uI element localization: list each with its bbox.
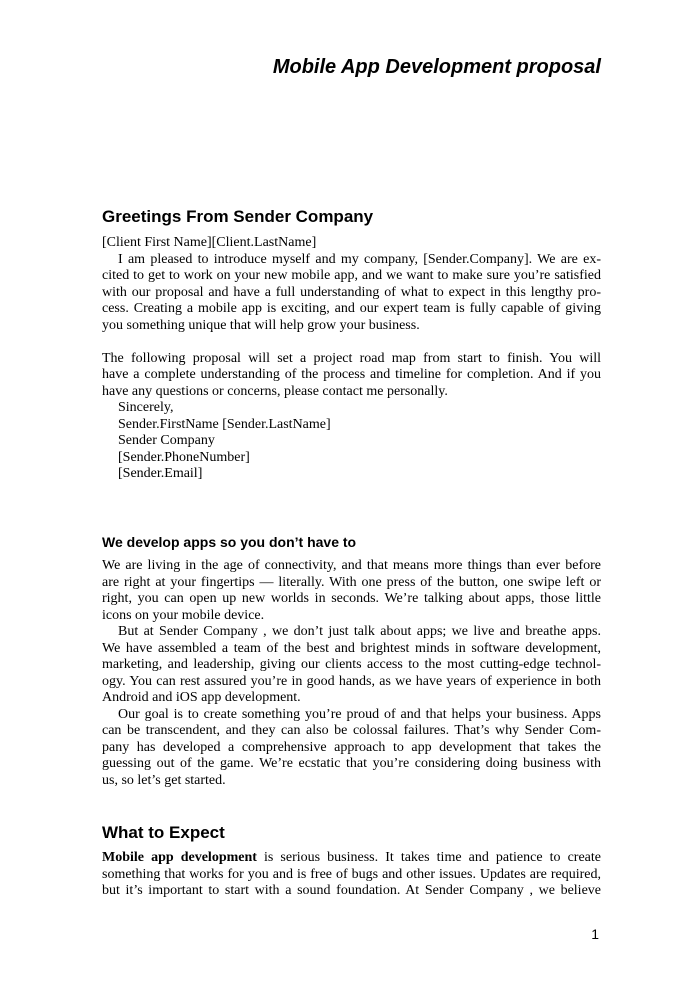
body-line: Our goal is to create something you’re proud of and that helps your business. Apps	[118, 706, 601, 722]
body-line: The following proposal will set a project road map from start to finish. You will	[102, 350, 601, 366]
body-line: But at Sender Company , we don’t just talk about apps; we live and breathe apps.	[118, 624, 601, 639]
page-number: 1	[591, 926, 599, 942]
body-text: is serious business. It takes time and patience to create	[256, 850, 601, 865]
body-line: We are living in the age of connectivity, and that means more things than ever before	[102, 558, 601, 573]
expect-heading: What to Expect	[102, 823, 225, 842]
paragraph-gap	[102, 334, 601, 351]
body-line: us, so let’s get started.	[102, 772, 226, 788]
greetings-section	[102, 206, 601, 483]
body-line: something that works for you and is free of bugs and other issues. Updates are required,	[102, 866, 601, 882]
client-name-placeholder: [Client First Name][Client.LastName]	[102, 235, 317, 250]
body-line: cited to get to work on your new mobile app, and we want to make sure you’re satisfied	[102, 268, 601, 283]
bold-term: Mobile app development	[102, 850, 257, 865]
signature-phone: [Sender.PhoneNumber]	[118, 449, 250, 465]
body-line: ogy. You can rest assured you’re in good hands, as we have years of experience in both	[102, 673, 601, 689]
body-line: can be transcendent, and they can also be colossal failures. That’s why Sender Com-	[102, 723, 601, 738]
body-line	[102, 850, 601, 867]
body-line: right, you can open up new worlds in seconds. We’re talking about apps, those little	[102, 591, 601, 606]
signature-email: [Sender.Email]	[118, 466, 203, 481]
body-line: but it’s important to start with a sound foundation. At Sender Company , we believe	[102, 883, 601, 898]
body-line: We have assembled a team of the best and brightest minds in software development,	[102, 640, 601, 656]
body-line: Android and iOS app development.	[102, 690, 301, 705]
body-line: have any questions or concerns, please contact me personally.	[102, 383, 448, 399]
signature-name: Sender.FirstName [Sender.LastName]	[118, 416, 331, 432]
body-line: icons on your mobile device.	[102, 607, 265, 623]
body-line: I am pleased to introduce myself and my company, [Sender.Company]. We are ex-	[118, 251, 601, 267]
signature-closing: Sincerely,	[118, 400, 174, 415]
develop-heading: We develop apps so you don’t have to	[102, 534, 357, 550]
expect-body	[102, 850, 601, 900]
expect-section	[102, 822, 601, 900]
document-title: Mobile App Development proposal	[272, 56, 601, 78]
signature-company: Sender Company	[118, 433, 215, 448]
body-line: cess. Creating a mobile app is exciting, and our expert team is fully capable of giving	[102, 301, 601, 316]
greetings-body	[102, 235, 601, 483]
body-line: guessing out of the game. We’re ecstatic that you’re considering doing business with	[102, 756, 601, 771]
greetings-heading: Greetings From Sender Company	[102, 207, 374, 226]
body-line: have a complete understanding of the process and timeline for completion. And if you	[102, 367, 601, 382]
develop-section	[102, 533, 601, 789]
body-line: you something unique that will help grow your business.	[102, 317, 420, 333]
body-line: are right at your fingertips — literally. With one press of the button, one swipe left or	[102, 574, 601, 590]
body-line: with our proposal and have a full understanding of what to expect in this lengthy pro-	[102, 284, 601, 300]
body-line: marketing, and leadership, giving our clients access to the most cutting-edge technol-	[102, 657, 601, 672]
develop-body	[102, 558, 601, 789]
body-line: pany has developed a comprehensive approach to app development that takes the	[102, 739, 601, 755]
